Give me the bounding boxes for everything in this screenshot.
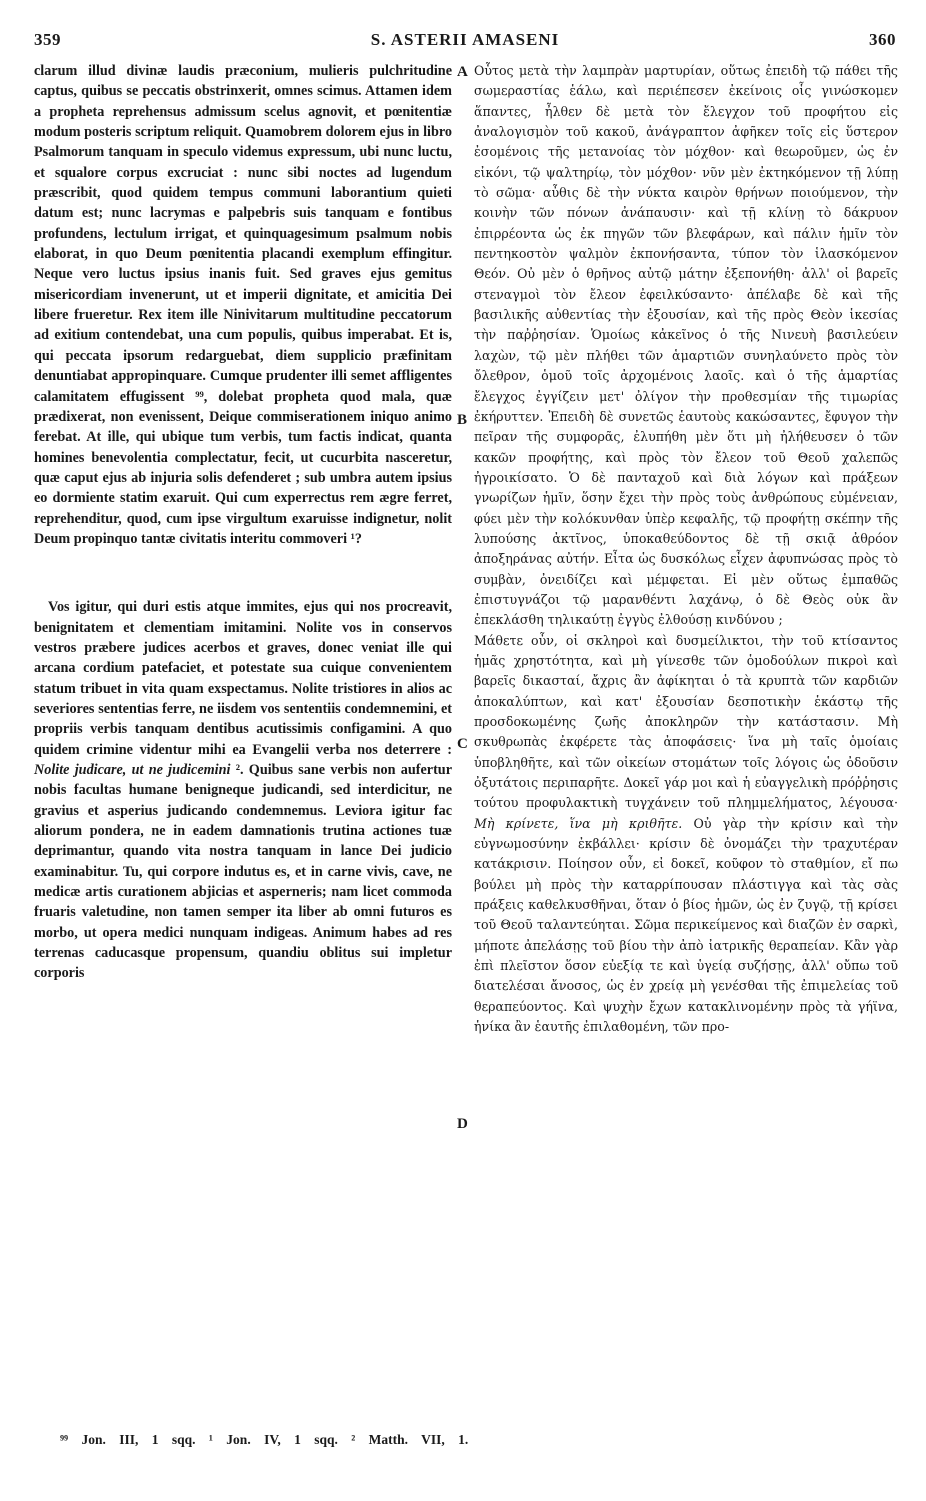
running-header <box>34 30 896 60</box>
latin-paragraph-2-start: Vos igitur, qui duri estis atque immites, ejus qui nos procreavit, benignitatem et clementiam imitamini. Nolite vos in conservos vestros præbere judices acerbos et graves, donec veniat ille qui arcana cordium patefaciet, et potestate sua cuique convenientem statum tribuet in vita quam exspectamus. Nolite tristiores in alios ac severiores sententias ferre, ne iisdem vos sententiis condemnemini, et propriis verbis tanquam dentibus acutissimis configamini. A quo quidem crimine videntur mihi ea Evangelii verba nos deterrere : <box>34 599 452 758</box>
greek-paragraph-2-start: Μάθετε οὖν, οἱ σκληροὶ καὶ δυσμείλικτοι, τὴν τοῦ κτίσαντος ἡμᾶς χρηστότητα, καὶ μὴ γίνεσθε τῶν ὁμοδούλων πικροὶ καὶ βαρεῖς δικασταί, ἄχρις ἂν ἀφίκηται ὁ τὰ κρυπτὰ τῶν καρδιῶν ἀποκαλύπτων, καὶ κατ' ἐξουσίαν δεσποτικὴν ἑκάστῳ τῆς προσδοκωμένης ζωῆς ἀποκληρῶν τὴν κατάστασιν. Μὴ σκυθρωπὰς ἐκφέρετε τὰς ἀποφάσεις· ἵνα μὴ ταῖς ὁμοίαις ὑποβληθῆτε, καὶ τῶν οἰκείων στομάτων τοῖς λόγοις ὡς ὀδοῦσιν ὀξυτάτοις περιπαρῆτε. Δοκεῖ γάρ μοι καὶ ἡ εὐαγγελικὴ πρόῤῥησις τούτου προφυλακτικὴ τυγχάνειν τοῦ πλημμελήματος, λέγουσα· <box>474 632 898 811</box>
section-marker-a: A <box>457 64 468 80</box>
latin-paragraph-1: clarum illud divinæ laudis præconium, mulieris pulchritudine captus, quibus se peccatis obstrinxerit, omnes scimus. Attamen idem a propheta reprehensus admissum scelus agnovit, et pœnitentiæ modum posteris scriptum reliquit. Quamobrem dolorem ejus in libro Psalmorum tanquam in speculo videmus expressum, ubi nunc luctu, et squalore corpus excruciat : nunc sibi noctes ad lugendum præscribit, quod quidem tempus communi laborantium quieti datum est; nunc lacrymas e palpebris suis tanquam e fontibus profundens, lectulum irrigat, et quinquagesimum psalmum nobis elaborat, in quo Deum pœnitentia placandi exemplum effingitur. Neque vero luctus ipsius inanis fuit. Sed graves ejus gemitus misericordiam invenerunt, ut et imperii dignitate, et amicitia Dei libere frueretur. Rex item ille Ninivitarum multitudine peccatorum ad exitium contendebat, una cum populis, quibus imperabat. Et is, qui peccata ipsorum redarguebat, diem supplicio præfinitam denuntiabat appropinquare. Cumque prudenter illi semet affligentes calamitatem effugissent ⁹⁹, dolebat propheta quod mala, quæ prædixerat, non evenissent, Deique commiserationem iniquo animo ferebat. At ille, qui ubique tum verbis, tum factis indicat, quanta homines benevolentia complectatur, fecit, ut cucurbita nasceretur, quæ caput ejus ab injuria solis defenderet ; sub umbra autem ipsius eo dormiente statim exaruit. Qui cum experrectus rem ægre ferret, reprehenditur, quod, cum ipse virgultum exaruisse indignetur, nolit Deum propinquo tantæ civitatis interitu commoveri ¹? <box>34 63 452 547</box>
latin-paragraph-2 <box>34 597 452 984</box>
section-marker-c: C <box>457 736 468 752</box>
section-marker-d: D <box>457 1116 468 1132</box>
footnotes: ⁹⁹ Jon. III, 1 sqq. ¹ Jon. IV, 1 sqq. ² Matth. VII, 1. <box>60 1432 469 1447</box>
greek-paragraph-2-end: Οὐ γὰρ τὴν κρίσιν καὶ τὴν εὐγνωμοσύνην ἐκβάλλει· κρίσιν δὲ ὀνομάζει τὴν τραχυτέραν κατάκρισιν. Ποίησον οὖν, εἰ δοκεῖ, κοῦφον τὸ σταθμίον, εἴ πω βούλει μὴ πρὸς τὴν καταρρίπουσαν πλάστιγγα καὶ τὰς σὰς πράξεις καθελκυσθῆναι, ὅταν ὁ βίος ἡμῶν, ὡς ἐν ζυγῷ, τῇ κρίσει τοῦ Θεοῦ ταλαντεύηται. Σῶμα περικείμενος καὶ διαζῶν ἐν σαρκὶ, μήποτε ἀπελάσῃς τοῦ βίου τὴν ἀπὸ ἰατρικῆς θεραπείαν. Κἂν γὰρ ἐπὶ πλεῖστον ὅσον εὐεξίᾳ τε καὶ ὑγείᾳ συζήσῃς, ἀλλ' οὔπω τοῦ διατελέσαι ἄνοσος, ὡς ἐν χρείᾳ μὴ γενέσθαι τῆς ἐπιμελείας τοῦ θεραπεύοντος. Καὶ ψυχὴν ἔχων κατακλινομένην πρὸς τὰ γήϊνα, ἡνίκα ἂν ἑαυτῆς ἐπιλαθομένη, τῶν προ- <box>474 815 898 1035</box>
section-marker-b: B <box>457 412 468 428</box>
greek-paragraph-1: Οὗτος μετὰ τὴν λαμπρὰν μαρτυρίαν, οὕτως ἐπειδὴ τῷ πάθει τῆς σωμεραστίας ἑάλω, καὶ περιέπεσεν ἐκείνοις οἷς γινώσκομεν ἅπαντες, ἦλθεν δὲ μετὰ τὸν ἔλεγχον τοῦ προφήτου εἰς ἀναλογισμὸν τοῦ κακοῦ, ἀνάγραπτον ἀφῆκεν τοῖς εἰς ὕστερον ἐσομένοις τῆς μετανοίας τὸν μόχθον· καὶ θεωροῦμεν, ὡς ἐν εἰκόνι, τῷ ψαλτηρίῳ, τὸν μόχθον· νῦν μὲν ἐκτηκόμενον τῇ λύπῃ τὸ σῶμα· αὖθις δὲ τὴν νύκτα καιρὸν θρήνων ποιούμενον, τὴν κοινὴν τῶν πόνων ἀνάπαυσιν· καὶ τῇ κλίνῃ τὸ δάκρυον ἐπιρρέοντα ὡς ἐκ πηγῶν τῶν βλεφάρων, καὶ πάλιν ἡμῖν τὸν πεντηκοστὸν ψαλμὸν ἐκπονήσαντα, τύπον τὸν ἱλασκόμενον Θεόν. Οὐ μὲν ὁ θρῆνος αὐτῷ μάτην ἐξεπονήθη· ἀλλ' οἱ βαρεῖς στεναγμοὶ τὸν ἔλεον ἐφειλκύσαντο· ἀπέλαβε δὲ καὶ τῆς βασιλικῆς αὐθεντίας τὴν ἐξουσίαν, καὶ τῆς πρὸς Θεὸν ἱκεσίας τὴν παῤῥησίαν. Ὁμοίως κἀκεῖνος ὁ τῆς Νινευὴ βασιλεύειν λαχὼν, τῷ μὲν πλήθει τῶν ἁμαρτιῶν συνηλαύνετο πρὸς τὸν ὄλεθρον, ὁμοῦ τοῖς ἀρχομένοις λαοῖς. καὶ ὁ τῆς ἁμαρτίας ἔλεγχος ἐγγίζειν μετ' ὀλίγον τὴν προθεσμίαν τῆς τιμωρίας ἐκήρυττεν. Ἐπειδὴ δὲ συνετῶς ἑαυτοὺς κακώσαντες, ἔφυγον τὴν πεῖραν τῆς συμφορᾶς, ἐλυπήθη μὲν ὅτι μὴ ἠλήθευσεν ὁ τῶν κακῶν προφήτης, καὶ πρὸς τὸν ἔλεον τοῦ Θεοῦ χαλεπῶς ἠγροικίσατο. Ὁ δὲ πανταχοῦ καὶ διὰ λόγων καὶ πράξεων γνωρίζων ἡμῖν, ὅσην ἔχει τὴν πρὸς τοὺς ἀνθρώπους εὐμένειαν, φύει μὲν τὴν κολόκυνθαν ὑπὲρ κεφαλῆς, τῷ προφήτῃ σκέπην τῆς λυπούσης ἀκτῖνος, ὑποκαθεύδοντος δὲ τῇ σκιᾷ ἀθρόον ἀποξηράνας αὐτήν. Εἶτα ὡς δυσκόλως εἶχεν ἀφυπνώσας πρὸς τὸ συμβὰν, ὀνειδίζει καὶ μέμφεται. Εἰ μὲν οὕτως ἐμπαθῶς ἐπιστυγνάζοι τῷ μαρανθέντι λαχάνῳ, ὁ δὲ Θεὸς οὐκ ἂν ἐπεκλάσθη τηλικαύτῃ ἐγγὺς ἐλθούσῃ κινδύνου ; <box>474 63 898 628</box>
greek-column <box>474 61 898 1038</box>
running-title: S. ASTERII AMASENI <box>370 30 560 49</box>
latin-scripture-quote: Nolite judicare, ut ne judicemini <box>34 762 231 778</box>
greek-paragraph-2 <box>474 631 898 1038</box>
latin-paragraph-2-end: ². Quibus sane verbis non aufertur nobis facultas humane benigneque judicandi, sed interdicitur, ne gravius et asperius judicando condemnemus. Leviora igitur fac aliorum pondera, ne in eadem damnationis trutina actiones tuæ deprimantur, quando vita nostra tanquam in lance Dei judicio examinabitur. Tu, qui corpore indutus es, et in carne vivis, cave, ne medicæ artis curationem abjicias et asperneris; nam licet commoda fruaris valetudine, non tamen semper ita liber ab omni futuros es morbo, ut opera medici nunquam indigeas. Animum habes ad res terrenas caducasque propensum, quandiu oblitus sui impletur corporis <box>34 762 452 982</box>
latin-column <box>34 61 452 984</box>
greek-scripture-quote: Μὴ κρίνετε, ἵνα μὴ κριθῆτε. <box>474 815 683 831</box>
page-number-left: 359 <box>34 30 61 49</box>
page-number-right: 360 <box>869 30 896 49</box>
